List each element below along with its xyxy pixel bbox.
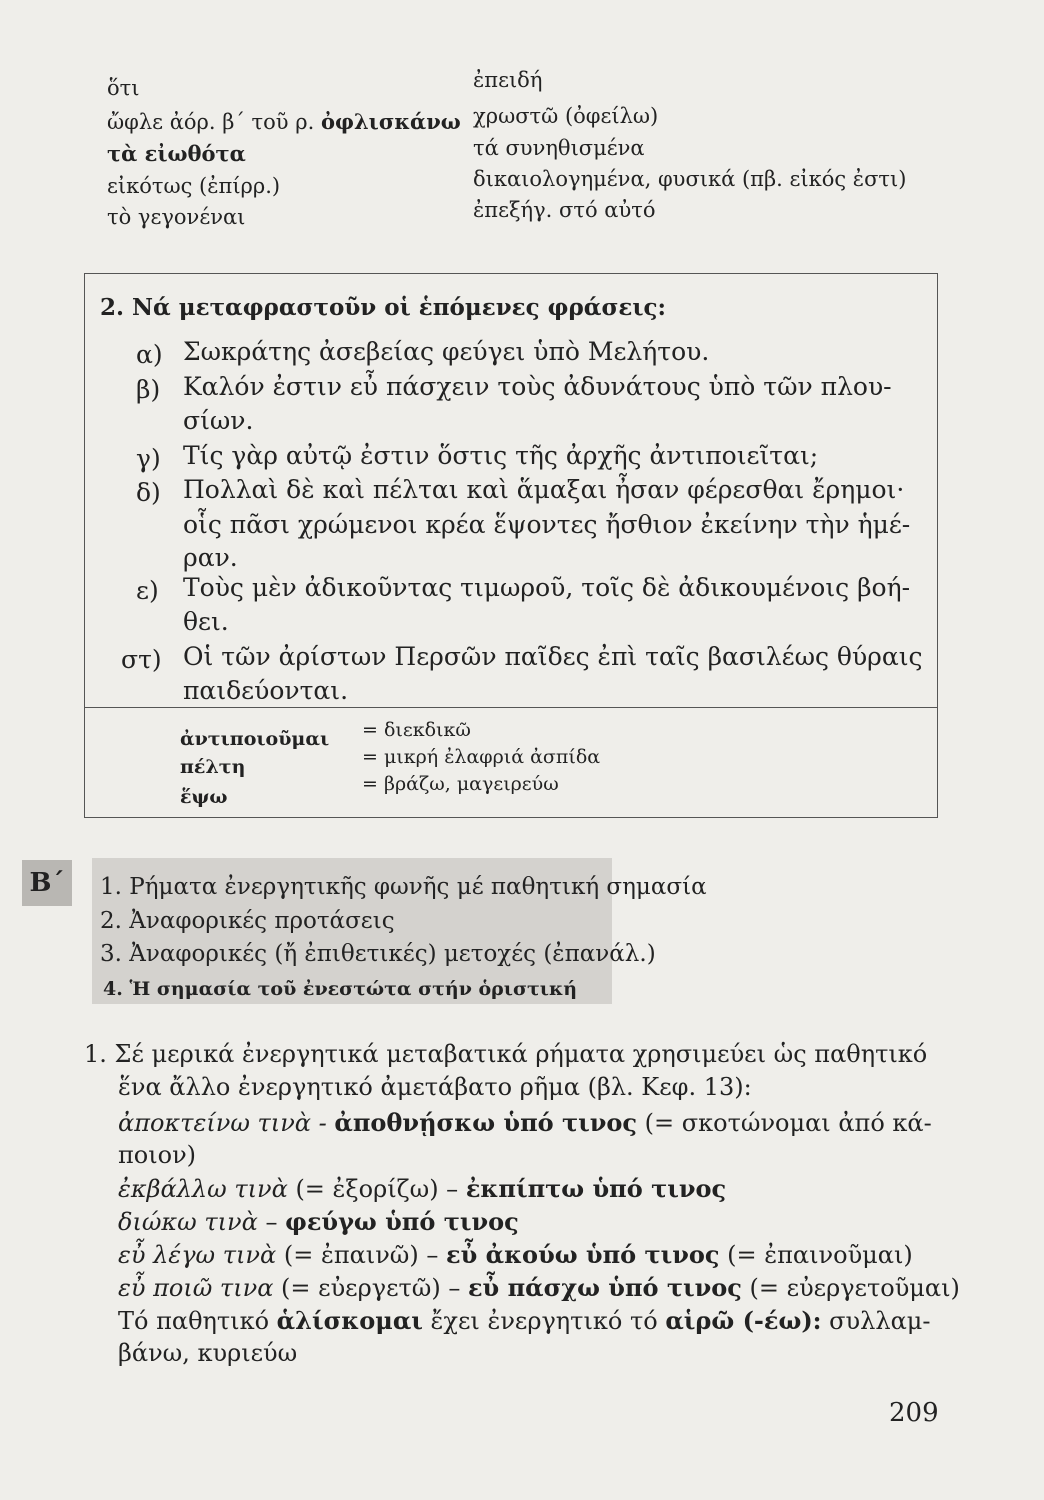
- glossary-meaning: ἐπεξήγ. στό αὐτό: [473, 198, 656, 222]
- glossary-term: ὅτι: [107, 76, 140, 100]
- exercise-text: Τίς γὰρ αὐτῷ ἐστιν ὅστις τῆς ἀρχῆς ἀντιποιεῖται;: [183, 441, 819, 470]
- vocab-term: ἀντιποιοῦμαι: [180, 728, 330, 750]
- vocab-term: ἕψω: [180, 786, 228, 808]
- exercise-divider: [85, 707, 937, 708]
- glossary-meaning: ἐπειδή: [473, 68, 543, 92]
- example-line: ἀποκτείνω τινὰ - ἀποθνῄσκω ὑπό τινος (= σκοτώνομαι ἀπό κά-: [118, 1108, 932, 1137]
- exercise-label: γ): [136, 444, 161, 473]
- exercise-text: Καλόν ἐστιν εὖ πάσχειν τοὺς ἀδυνάτους ὑπὸ τῶν πλου-: [183, 372, 892, 401]
- exercise-text: παιδεύονται.: [183, 676, 349, 705]
- vocab-meaning: = μικρή ἐλαφριά ἀσπίδα: [362, 746, 601, 768]
- exercise-label: α): [136, 340, 163, 369]
- glossary-term: τὰ εἰωθότα: [107, 141, 246, 166]
- glossary-term: τὸ γεγονέναι: [107, 205, 246, 229]
- exercise-label: β): [136, 375, 161, 404]
- example-line: εὖ ποιῶ τινα (= εὐεργετῶ) – εὖ πάσχω ὑπό τινος (= εὐεργετοῦμαι): [118, 1273, 960, 1302]
- vocab-meaning: = βράζω, μαγειρεύω: [362, 773, 559, 795]
- exercise-title: 2. Νά μεταφραστοῦν οἱ ἑπόμενες φράσεις:: [100, 294, 667, 321]
- exercise-label: δ): [136, 478, 161, 507]
- exercise-text: σίων.: [183, 406, 254, 435]
- glossary-term: εἰκότως (ἐπίρρ.): [107, 174, 281, 198]
- exercise-text: θει.: [183, 607, 229, 636]
- body-line: 1. Σέ μερικά ἐνεργητικά μεταβατικά ρήματα χρησιμεύει ὡς παθητικό: [84, 1040, 928, 1068]
- example-line: ἐκβάλλω τινὰ (= ἐξορίζω) – ἐκπίπτω ὑπό τινος: [118, 1174, 727, 1203]
- vocab-meaning: = διεκδικῶ: [362, 719, 471, 741]
- topic-item: 3. Ἀναφορικές (ἤ ἐπιθετικές) μετοχές (ἐπανάλ.): [100, 941, 656, 967]
- exercise-text: Πολλαὶ δὲ καὶ πέλται καὶ ἅμαξαι ἦσαν φέρεσθαι ἔρημοι·: [183, 475, 905, 504]
- glossary-meaning: χρωστῶ (ὀφείλω): [473, 104, 659, 128]
- example-line: διώκω τινὰ – φεύγω ὑπό τινος: [118, 1207, 519, 1236]
- example-line: εὖ λέγω τινὰ (= ἐπαινῶ) – εὖ ἀκούω ὑπό τινος (= ἐπαινοῦμαι): [118, 1240, 913, 1269]
- exercise-label: ε): [136, 576, 159, 605]
- body-line: ἕνα ἄλλο ἐνεργητικό ἀμετάβατο ρῆμα (βλ. Κεφ. 13):: [118, 1073, 752, 1101]
- section-mark: Β΄: [22, 860, 72, 906]
- glossary-meaning: δικαιολογημένα, φυσικά (πβ. εἰκός ἐστι): [473, 167, 907, 191]
- body-line: Τό παθητικό ἁλίσκομαι ἔχει ἐνεργητικό τό αἱρῶ (-έω): συλλαμ-: [118, 1306, 931, 1335]
- page-number: 209: [889, 1398, 939, 1428]
- topic-item: 1. Ρήματα ἐνεργητικῆς φωνῆς μέ παθητική σημασία: [100, 874, 707, 900]
- glossary-meaning: τά συνηθισμένα: [473, 136, 645, 160]
- exercise-label: στ): [121, 645, 162, 674]
- exercise-text: Σωκράτης ἀσεβείας φεύγει ὑπὸ Μελήτου.: [183, 337, 710, 366]
- exercise-text: οἷς πᾶσι χρώμενοι κρέα ἕψοντες ἤσθιον ἐκείνην τὴν ἡμέ-: [183, 510, 911, 539]
- topic-item: 4. Ἡ σημασία τοῦ ἐνεστώτα στήν ὁριστική: [103, 978, 578, 1000]
- body-line: βάνω, κυριεύω: [118, 1339, 298, 1367]
- vocab-term: πέλτη: [180, 756, 246, 778]
- exercise-text: Τοὺς μὲν ἀδικοῦντας τιμωροῦ, τοῖς δὲ ἀδικουμένοις βοή-: [183, 573, 911, 602]
- glossary-term: ὤφλε ἀόρ. β΄ τοῦ ρ. ὀφλισκάνω: [107, 109, 461, 134]
- exercise-text: ραν.: [183, 543, 238, 572]
- example-line: ποιον): [118, 1141, 197, 1169]
- topic-item: 2. Ἀναφορικές προτάσεις: [100, 908, 395, 934]
- exercise-text: Οἱ τῶν ἀρίστων Περσῶν παῖδες ἐπὶ ταῖς βασιλέως θύραις: [183, 642, 923, 671]
